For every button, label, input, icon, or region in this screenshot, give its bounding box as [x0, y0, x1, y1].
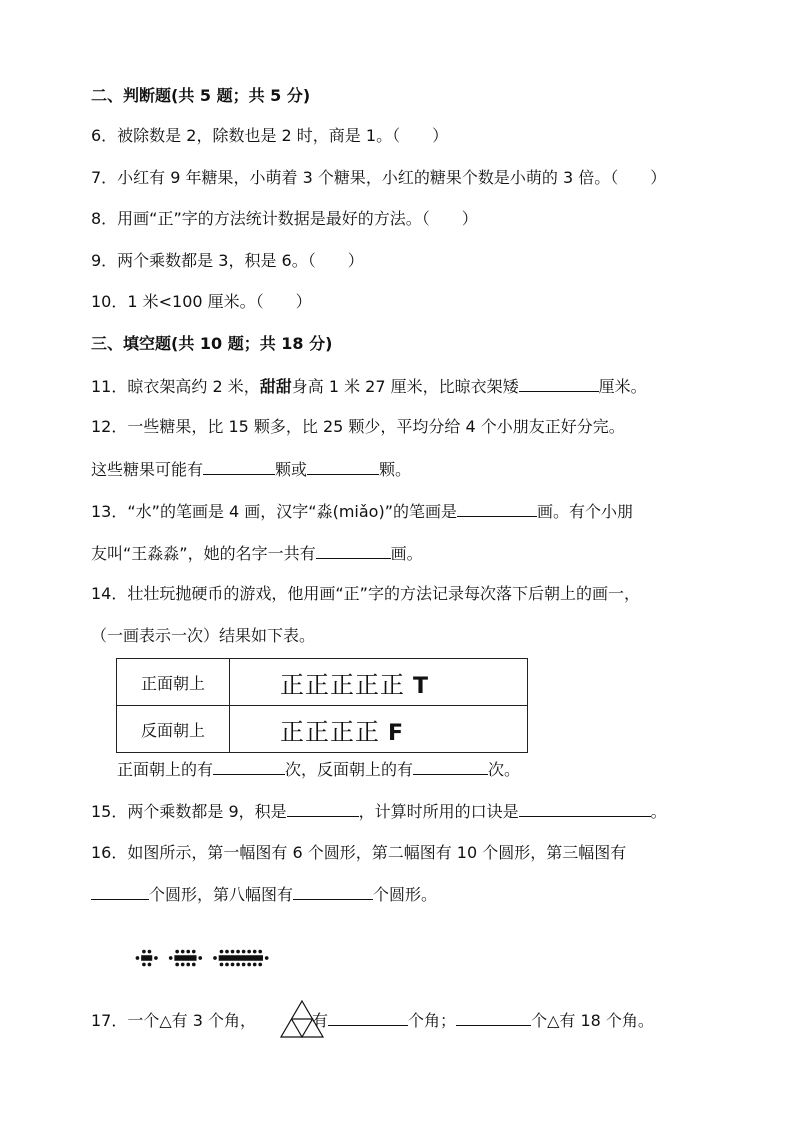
circle-pattern-figure [128, 946, 278, 970]
q13-text-a: 13．“水”的笔画是 4 画，汉字“淼(miǎo)”的笔画是 [91, 502, 457, 521]
tally-full-heads: 正正正正正 [280, 670, 405, 699]
q14-text-b: 次，反面朝上的有 [285, 760, 414, 779]
q13-blank-2[interactable] [316, 542, 391, 559]
q15-blank-2[interactable] [519, 800, 651, 817]
circle-pattern-3 [213, 950, 268, 967]
q11-text-a: 11．晾衣架高约 2 米， [91, 377, 260, 396]
tally-partial-tails: F [388, 720, 405, 746]
q14-blank-1[interactable] [213, 758, 285, 775]
q12-text-b: 颗或 [275, 460, 308, 479]
q17-blank-1[interactable] [328, 1009, 408, 1026]
question-16-line-2 [91, 883, 437, 906]
nested-triangle-figure [280, 1000, 324, 1038]
question-6: 6．被除数是 2，除数也是 2 时，商是 1。（ ） [91, 126, 449, 145]
question-9: 9．两个乘数都是 3，积是 6。（ ） [91, 251, 364, 270]
q12-text-a: 这些糖果可能有 [91, 460, 204, 479]
question-16-line-1: 16．如图所示，第一幅图有 6 个圆形，第二幅图有 10 个圆形，第三幅图有 [91, 843, 627, 862]
question-10: 10．1 米<100 厘米。（ ） [91, 292, 312, 311]
q16-blank-1[interactable] [91, 883, 149, 900]
q17-text-b: 有 [312, 1011, 329, 1030]
question-14-line-3 [117, 758, 520, 781]
tally-marks-tails [230, 706, 528, 753]
table-row [117, 706, 528, 753]
q17-blank-2[interactable] [456, 1009, 531, 1026]
q17-text-c: 个角； [408, 1011, 457, 1030]
tally-label-tails: 反面朝上 [117, 706, 230, 753]
tally-label-heads: 正面朝上 [117, 659, 230, 706]
q16-text-b: 个圆形。 [373, 885, 438, 904]
q13-blank-1[interactable] [457, 500, 537, 517]
q11-text-b: 身高 1 米 27 厘米，比晾衣架矮 [291, 377, 519, 396]
q12-blank-1[interactable] [203, 458, 275, 475]
question-15 [91, 800, 667, 823]
section-3-heading: 三、填空题(共 10 题；共 18 分) [91, 334, 333, 353]
q12-blank-2[interactable] [307, 458, 379, 475]
question-14-line-2: （一画表示一次）结果如下表。 [91, 626, 316, 645]
question-13-line-2 [91, 542, 423, 565]
question-8: 8．用画“正”字的方法统计数据是最好的方法。（ ） [91, 209, 478, 228]
q15-text-c: 。 [650, 802, 667, 821]
circle-pattern-1 [136, 950, 158, 967]
question-12-line-2 [91, 458, 411, 481]
q16-blank-2[interactable] [293, 883, 373, 900]
question-14-line-1: 14．壮壮玩抛硬币的游戏，他用画“正”字的方法记录每次落下后朝上的画一， [91, 584, 640, 603]
q13-text-d: 画。 [390, 544, 423, 563]
tally-table [116, 658, 528, 753]
q15-blank-1[interactable] [287, 800, 359, 817]
tally-full-tails: 正正正正 [280, 717, 380, 746]
section-2-heading: 二、判断题(共 5 题；共 5 分) [91, 86, 311, 105]
q16-text-a: 个圆形，第八幅图有 [149, 885, 294, 904]
question-12-line-1: 12．一些糖果，比 15 颗多，比 25 颗少，平均分给 4 个小朋友正好分完。 [91, 417, 625, 436]
q14-text-a: 正面朝上的有 [117, 760, 214, 779]
q17-text-d: 个△有 18 个角。 [531, 1011, 654, 1030]
q11-text-c: 厘米。 [598, 377, 647, 396]
tally-partial-heads: T [413, 673, 430, 699]
question-17 [91, 1009, 654, 1032]
question-7: 7．小红有 9 年糖果，小萌着 3 个糖果，小红的糖果个数是小萌的 3 倍。（ ） [91, 168, 667, 187]
q15-text-a: 15．两个乘数都是 9，积是 [91, 802, 287, 821]
q14-blank-2[interactable] [413, 758, 488, 775]
q13-text-c: 友叫“王淼淼”，她的名字一共有 [91, 544, 316, 563]
question-11 [91, 375, 647, 398]
q11-name: 甜甜 [259, 377, 292, 396]
tally-marks-heads [230, 659, 528, 706]
q17-text-a: 17．一个△有 3 个角， [91, 1011, 257, 1030]
q12-text-c: 颗。 [379, 460, 412, 479]
q15-text-b: ，计算时所用的口诀是 [358, 802, 519, 821]
q14-text-c: 次。 [488, 760, 521, 779]
table-row [117, 659, 528, 706]
question-13-line-1 [91, 500, 633, 523]
q11-answer-blank[interactable] [519, 375, 599, 392]
circle-pattern-2 [169, 950, 202, 967]
q13-text-b: 画。有个小朋 [536, 502, 633, 521]
